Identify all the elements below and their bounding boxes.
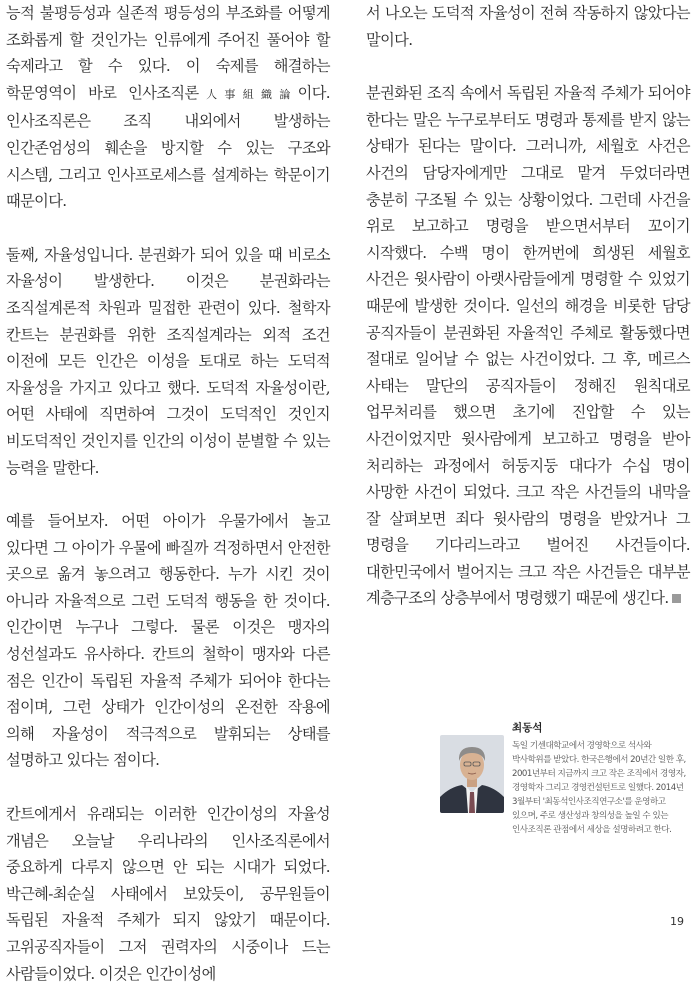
paragraph-gap xyxy=(6,215,330,242)
paragraph-gap xyxy=(366,53,690,80)
paragraph-text: 능적 불평등성과 실존적 평등성의 부조화를 어떻게 조화롭게 할 것인가는 인류에게 주어진 풀어야 할 숙제라고 할 수 있다. 이 숙제를 해결하는 학문영역이 바로 인사조직론 xyxy=(6,4,330,102)
end-of-article-icon xyxy=(672,594,681,603)
author-photo xyxy=(440,735,504,813)
author-bio: 독일 기센대학교에서 경영학으로 석사와 박사학위를 받았다. 한국은행에서 20년간 일한 후, 2001년부터 지금까지 크고 작은 조직에서 경영자, 경영학자 그리고 경영컨설턴트로 일했다. 2014년 3월부터 '최동석인사조직연구소'를 운영하고 있으며, 주로 생산성과 창의성을 높일 수 있는 인사조직론 관점에서 세상을 설명하려고 한다. xyxy=(512,741,686,835)
author-portrait-icon xyxy=(440,735,504,813)
paragraph-text: 분권화된 조직 속에서 독립된 자율적 주체가 되어야 한다는 말은 누구로부터도 명령과 통제를 받지 않는 상태가 된다는 말이다. 그러니까, 세월호 사건은 사건의 담당자에게만 그대로 맡겨 두었더라면 충분히 구조될 수 있는 상황이었다. 그런데 사건을 위로 보고하고 명령을 받으면서부터 꼬이기 시작했다. 수백 명이 한꺼번에 희생된 세월호 사건은 윗사람이 아랫사람들에게 명령할 수 있었기 때문에 발생한 것이다. 일선의 해경을 비롯한 담당 공직자들이 분권화된 자율적인 주체로 활동했다면 절대로 일어날 수 없는 사건이었다. 그 후, 메르스 사태는 말단의 공직자들이 정해진 원칙대로 업무처리를 했으면 초기에 진압할 수 있는 사건이었지만 윗사람에게 보고하고 명령을 받아 처리하는 과정에서 허둥지둥 대다가 수십 명이 사망한 사건이 되었다. 크고 작은 사건들의 내막을 잘 살펴보면 죄다 윗사람의 명령을 받았거나 그 명령을 기다리느라고 벌어진 사건들이다. 대한민국에서 벌어지는 크고 작은 사건들은 대부분 계층구조의 상층부에서 명령했기 때문에 생긴다. xyxy=(366,84,690,608)
paragraph-text: 이다. 인사조직론은 조직 내외에서 발생하는 인간존엄성의 훼손을 방지할 수 있는 구조와 시스템, 그리고 인사프로세스를 설계하는 학문이기 때문이다. xyxy=(6,83,330,211)
paragraph xyxy=(6,0,330,215)
author-name: 최동석 xyxy=(512,722,543,734)
paragraph: 칸트에게서 유래되는 이러한 인간이성의 자율성 개념은 오늘날 우리나라의 인사조직론에서 중요하게 다루지 않으면 안 되는 시대가 되었다. 박근혜-최순실 사태에서 보았듯이, 공무원들이 독립된 자율적 주체가 되지 않았기 때문이다. 고위공직자들이 그저 권력자의 시중이나 드는 사람들이었다. 이것은 인간이성에 xyxy=(6,805,330,983)
paragraph xyxy=(366,80,690,612)
paragraph: 예를 들어보자. 어떤 아이가 우물가에서 놀고 있다면 그 아이가 우물에 빠질까 걱정하면서 안전한 곳으로 옮겨 놓으려고 행동한다. 누가 시킨 것이 아니라 자율적으로 그런 도덕적 행동을 한 것이다. 인간이면 누구나 그렇다. 물론 이것은 맹자의 성선설과도 유사하다. 칸트의 철학이 맹자와 다른 점은 인간이 독립된 자율적 주체가 되어야 한다는 점이며, 그런 상태가 인간이성의 온전한 작용에 의해 자율성이 적극적으로 발휘되는 상태를 설명하고 있다는 점이다. xyxy=(6,512,330,770)
hanja-annotation: 人事組織論 xyxy=(198,87,298,101)
right-column xyxy=(366,0,690,612)
page-number: 19 xyxy=(670,915,684,928)
paragraph: 둘째, 자율성입니다. 분권화가 되어 있을 때 비로소 자율성이 발생한다. 이것은 분권화라는 조직설계론적 차원과 밀접한 관련이 있다. 철학자 칸트는 분권화를 위한 조직설계라는 외적 조건 이전에 모든 인간은 이성을 토대로 하는 도덕적 자율성을 가지고 있다고 했다. 도덕적 자율성이란, 어떤 사태에 직면하여 그것이 도덕적인 것인지 비도덕적인 것인지를 인간의 이성이 분별할 수 있는 능력을 말한다. xyxy=(6,245,330,477)
paragraph: 서 나오는 도덕적 자율성이 전혀 작동하지 않았다는 말이다. xyxy=(366,4,690,49)
paragraph-gap xyxy=(6,481,330,508)
left-column xyxy=(6,0,330,987)
paragraph-gap xyxy=(6,774,330,801)
